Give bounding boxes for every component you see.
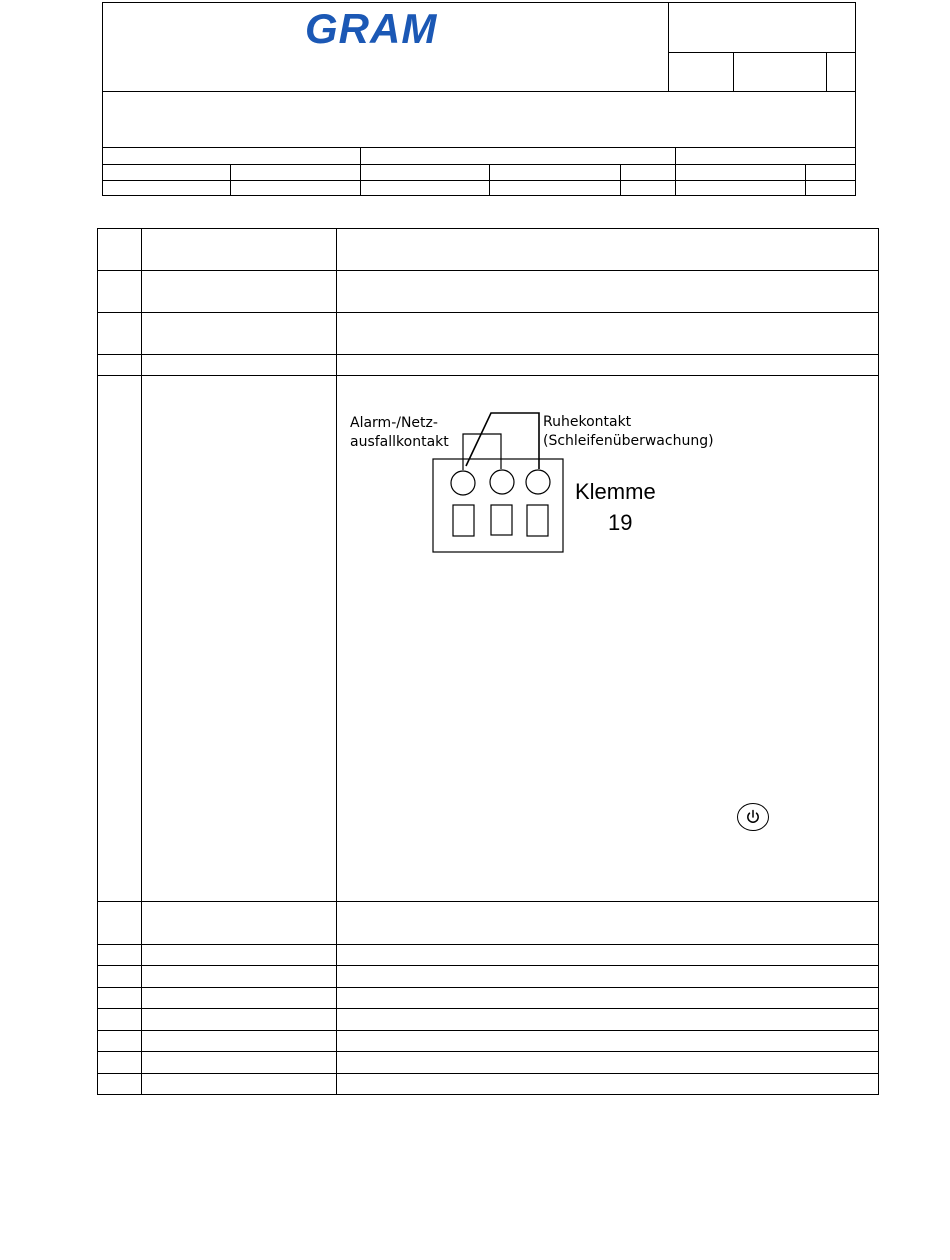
terminal-slot-3 — [527, 505, 548, 536]
terminal-slot-2 — [491, 505, 512, 535]
terminal-screw-3 — [526, 470, 550, 494]
power-standby-icon — [736, 802, 770, 832]
alarm-contact-label-line2: ausfallkontakt — [350, 434, 449, 450]
quiescent-contact-wire — [466, 413, 539, 469]
terminal-number: 19 — [608, 510, 633, 535]
quiescent-contact-label-line2: (Schleifenüberwachung) — [543, 433, 714, 449]
gram-logo: GRAM — [305, 5, 438, 52]
terminal-label: Klemme — [575, 479, 656, 504]
terminal-screw-2 — [490, 470, 514, 494]
terminal-screw-1 — [451, 471, 475, 495]
alarm-contact-bracket — [463, 434, 501, 470]
quiescent-contact-label-line1: Ruhekontakt — [543, 414, 632, 430]
terminal-slot-1 — [453, 505, 474, 536]
alarm-contact-label-line1: Alarm-/Netz- — [350, 415, 438, 431]
